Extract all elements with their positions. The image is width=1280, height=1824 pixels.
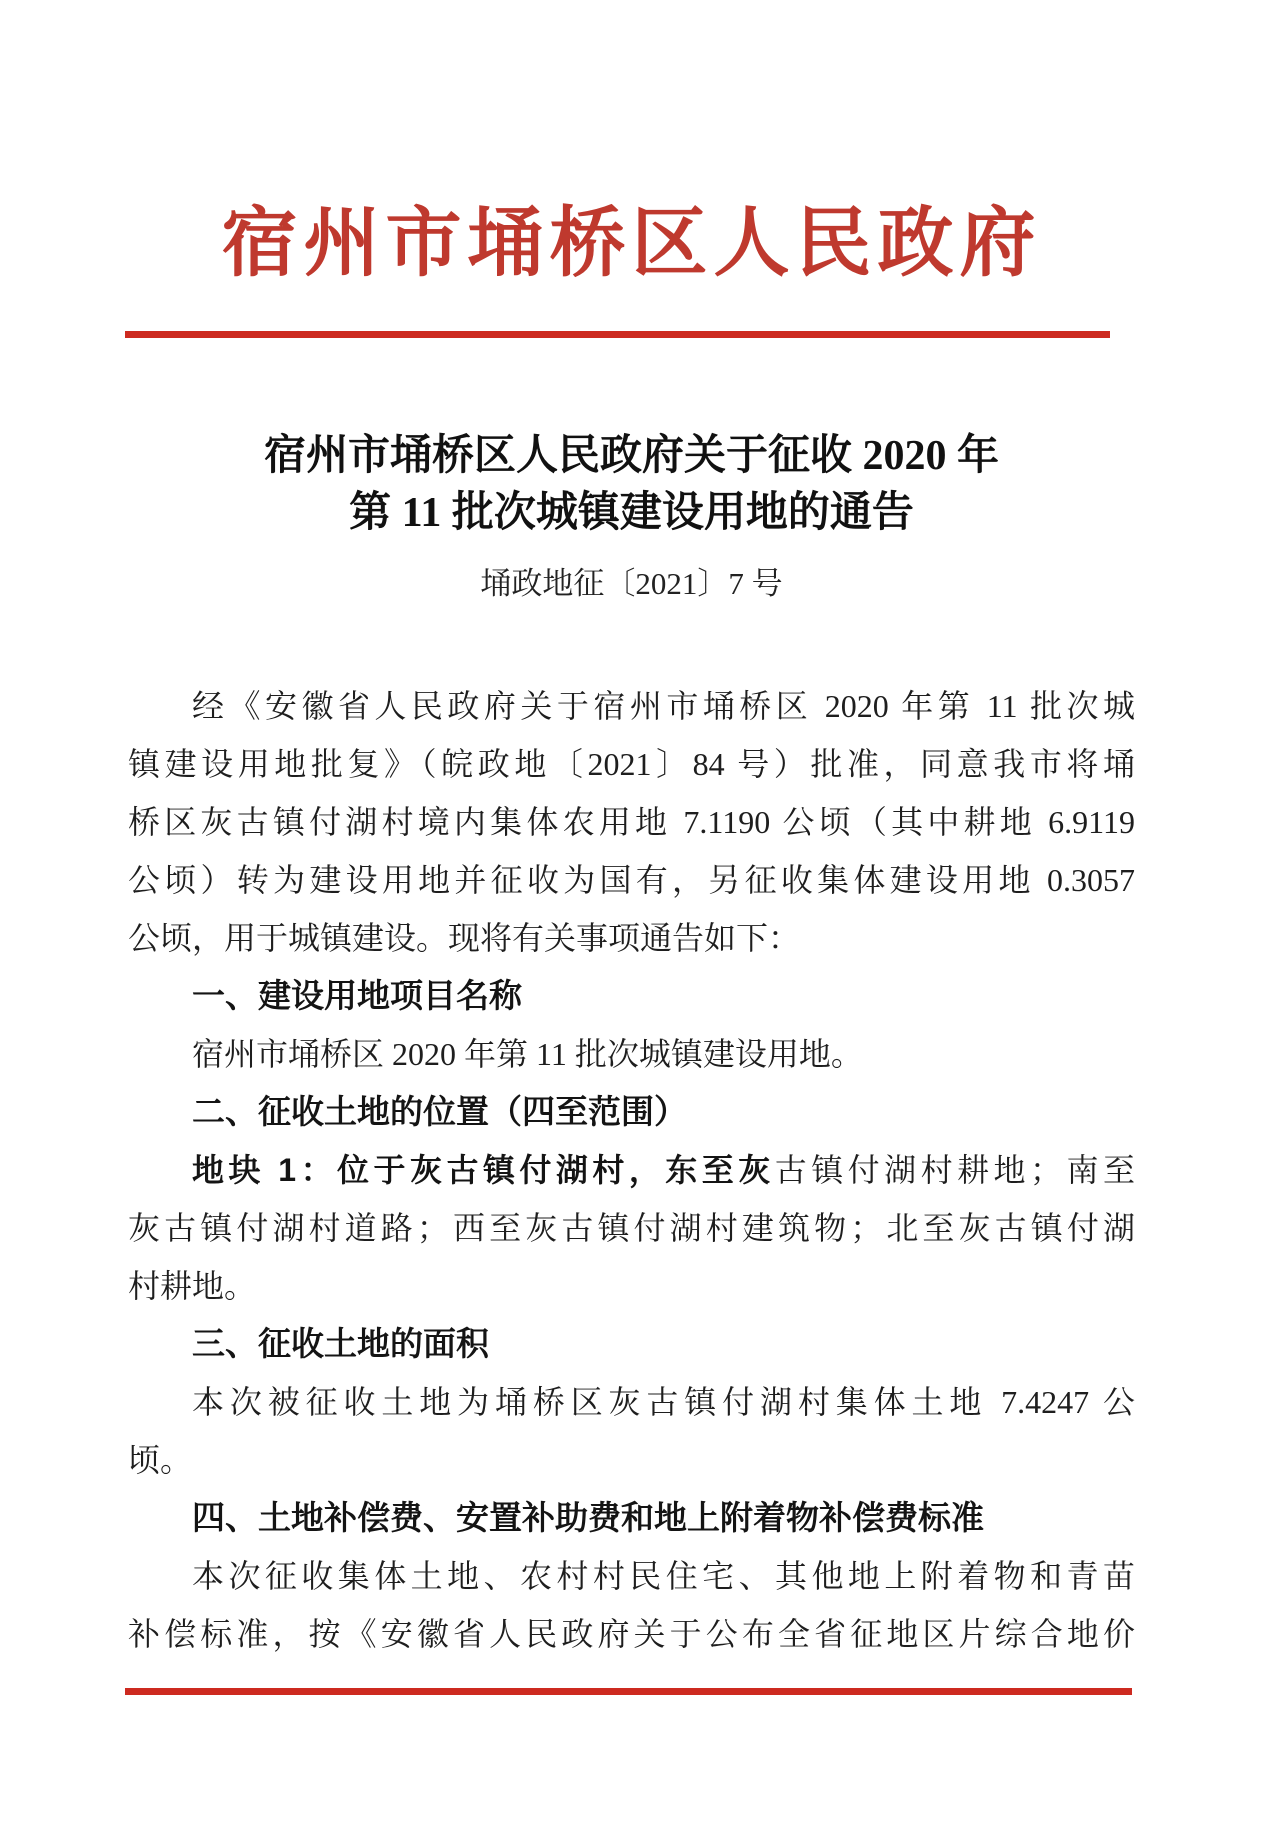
section-3-heading: 三、征收土地的面积 [192,1325,489,1362]
government-masthead: 宿州市埇桥区人民政府 [221,202,1042,286]
section-2-heading: 二、征收土地的位置（四至范围） [192,1093,687,1130]
intro-text-line: 公顷）转为建设用地并征收为国有，另征收集体建设用地 0.3057 [128,862,1135,898]
notice-title-line-1: 宿州市埇桥区人民政府关于征收 2020 年 [263,433,999,479]
footer-divider-rule [125,1688,1132,1695]
intro-text-line: 经《安徽省人民政府关于宿州市埇桥区 2020 年第 11 批次城 [192,688,1135,724]
intro-text-line: 镇建设用地批复》（皖政地〔2021〕84 号）批准，同意我市将埇 [128,746,1135,782]
section-2-text-line: 村耕地。 [128,1268,257,1304]
section-4-text-line: 补偿标准，按《安徽省人民政府关于公布全省征地区片综合地价 [128,1616,1135,1652]
plot-1-boundary-text: 古镇付湖村耕地；南至 [774,1152,1135,1188]
section-2-text-line: 灰古镇付湖村道路；西至灰古镇付湖村建筑物；北至灰古镇付湖 [128,1210,1135,1246]
intro-text-line: 公顷，用于城镇建设。现将有关事项通告如下： [128,920,801,956]
intro-text-line: 桥区灰古镇付湖村境内集体农用地 7.1190 公顷（其中耕地 6.9119 [128,804,1135,840]
section-2-text-line [128,1141,1135,1199]
section-4-heading: 四、土地补偿费、安置补助费和地上附着物补偿费标准 [192,1499,984,1536]
section-1-heading: 一、建设用地项目名称 [192,977,522,1014]
notice-body [128,677,1135,1663]
plot-1-lead-bold: 地块 1：位于灰古镇付湖村，东至灰 [192,1152,775,1188]
section-3-text-line: 顷。 [128,1442,193,1478]
section-1-text-line: 宿州市埇桥区 2020 年第 11 批次城镇建设用地。 [192,1036,863,1072]
document-number: 埇政地征〔2021〕7 号 [480,566,783,601]
section-4-text-line: 本次征收集体土地、农村村民住宅、其他地上附着物和青苗 [192,1558,1135,1594]
notice-title [128,428,1135,542]
notice-title-line-2: 第 11 批次城镇建设用地的通告 [349,490,914,536]
masthead-divider-rule [125,331,1110,338]
section-3-text-line: 本次被征收土地为埇桥区灰古镇付湖村集体土地 7.4247 公 [192,1384,1135,1420]
